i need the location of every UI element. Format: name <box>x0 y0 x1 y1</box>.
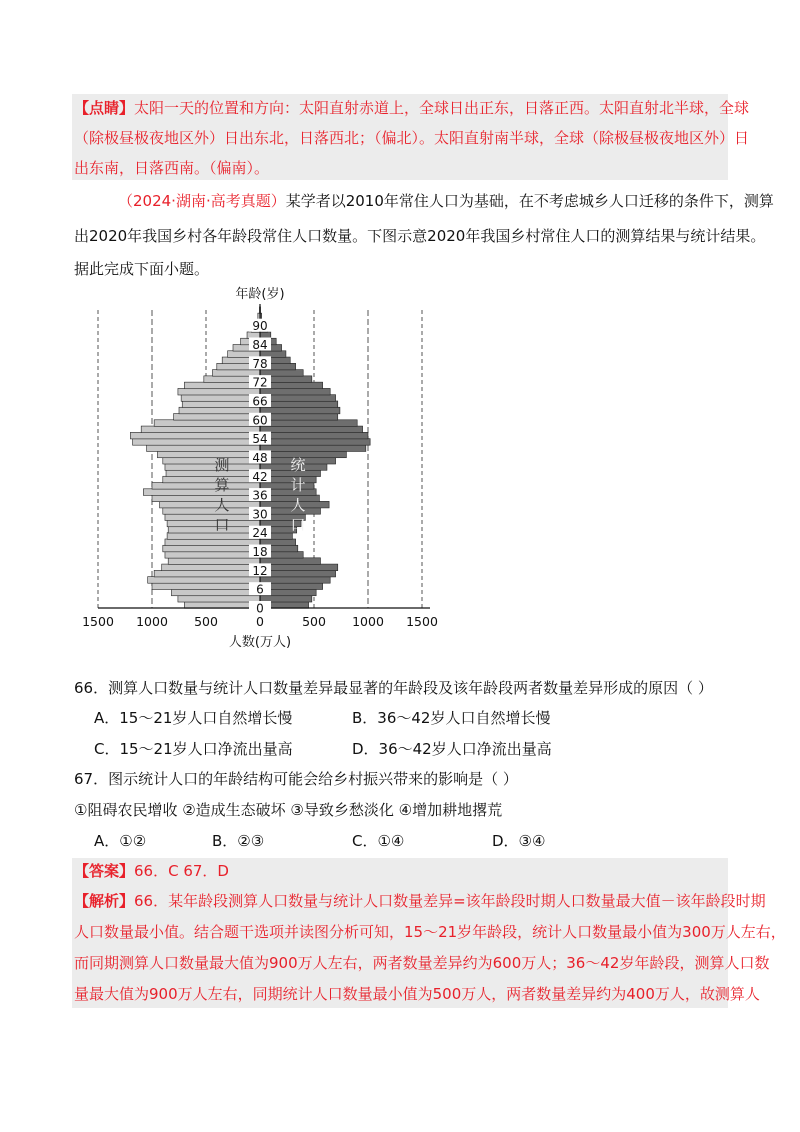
statistical-bar-age-62 <box>260 407 340 414</box>
estimated-bar-age-40 <box>163 476 260 483</box>
count-tick-left-1500: 1500 <box>82 614 114 629</box>
q67-stem: 67．图示统计人口的年龄结构可能会给乡村振兴带来的影响是（ ） <box>74 770 518 788</box>
estimated-bar-age-60 <box>174 414 260 421</box>
statistical-bar-age-56 <box>260 426 363 433</box>
q67-option-a[interactable]: A．①② <box>94 832 147 850</box>
estimated-population-series <box>130 307 260 608</box>
age-axis-label: 年龄(岁) <box>235 287 285 302</box>
estimated-bar-age-8 <box>148 577 260 584</box>
statistical-label-char-1: 计 <box>290 476 306 494</box>
statistical-bar-age-54 <box>260 432 368 439</box>
estimated-bar-age-12 <box>162 564 260 571</box>
estimated-bar-age-6 <box>152 583 260 590</box>
count-tick-left-0: 0 <box>256 614 264 629</box>
estimated-bar-age-50 <box>147 445 260 452</box>
statistical-bar-age-10 <box>260 570 336 577</box>
q66-stem: 66．测算人口数量与统计人口数量差异最显著的年龄段及该年龄段两者数量差异形成的原因（ ） <box>74 679 713 697</box>
estimated-bar-age-46 <box>163 457 260 464</box>
q66-option-d[interactable]: D．36～42岁人口净流出量高 <box>352 740 552 758</box>
answer-line: 【答案】66．C 67．D <box>74 862 229 880</box>
age-tick-label-42: 42 <box>252 469 268 484</box>
statistical-bar-age-64 <box>260 401 338 408</box>
estimated-label-char-3: 口 <box>214 516 230 534</box>
estimated-bar-age-10 <box>154 570 260 577</box>
population-pyramid-chart <box>70 280 450 650</box>
intro-line-3: 据此完成下面小题。 <box>74 260 210 278</box>
age-tick-label-60: 60 <box>252 413 268 428</box>
age-tick-label-84: 84 <box>252 338 268 353</box>
statistical-bar-age-66 <box>260 395 336 402</box>
q67-option-d[interactable]: D．③④ <box>492 832 546 850</box>
statistical-bar-age-50 <box>260 445 366 452</box>
tip-line-3: 出东南，日落西南。（偏南）。 <box>74 159 270 177</box>
q66-option-b[interactable]: B．36～42岁人口自然增长慢 <box>352 709 551 727</box>
estimated-bar-age-16 <box>165 552 260 559</box>
estimated-bar-age-54 <box>130 432 260 439</box>
age-tick-label-36: 36 <box>252 488 268 503</box>
age-tick-label-18: 18 <box>252 545 268 560</box>
estimated-label-char-0: 测 <box>214 456 230 474</box>
estimated-bar-age-4 <box>171 589 260 596</box>
estimated-bar-age-62 <box>179 407 260 414</box>
analysis-tag: 【解析】 <box>74 892 135 910</box>
estimated-bar-age-38 <box>152 483 260 490</box>
age-tick-label-48: 48 <box>252 450 268 465</box>
tip-line-2: （除极昼极夜地区外）日出东北，日落西北；（偏北）。太阳直射南半球，全球（除极昼极夜地区外）日 <box>74 129 750 147</box>
estimated-bar-age-52 <box>133 439 260 446</box>
count-tick-left-1000: 1000 <box>136 614 168 629</box>
q67-option-c[interactable]: C．①④ <box>352 832 405 850</box>
q66-option-c[interactable]: C．15～21岁人口净流出量高 <box>94 740 293 758</box>
estimated-bar-age-66 <box>181 395 260 402</box>
age-tick-label-72: 72 <box>252 375 268 390</box>
count-axis-label: 人数(万人) <box>228 635 292 650</box>
statistical-label-char-3: 口 <box>290 516 306 534</box>
count-tick-labels <box>82 614 438 629</box>
estimated-label-char-1: 算 <box>214 476 230 494</box>
estimated-bar-age-30 <box>163 508 260 515</box>
count-tick-right-500: 500 <box>302 614 326 629</box>
statistical-label-char-0: 统 <box>290 456 306 474</box>
estimated-bar-age-44 <box>165 464 260 471</box>
analysis-line-1: 【解析】66．某年龄段测算人口数量与统计人口数量差异=该年龄段时期人口数量最大值－该年龄段时期 <box>74 892 766 910</box>
estimated-bar-age-28 <box>165 514 260 521</box>
statistical-bar-age-58 <box>260 420 357 427</box>
statistical-bar-age-52 <box>260 439 370 446</box>
estimated-bar-age-58 <box>154 420 260 427</box>
estimated-bar-age-42 <box>166 470 260 477</box>
age-tick-label-30: 30 <box>252 507 268 522</box>
q67-items: ①阻碍农民增收 ②造成生态破坏 ③导致乡愁淡化 ④增加耕地撂荒 <box>74 801 503 819</box>
estimated-label-char-2: 人 <box>214 496 230 514</box>
age-tick-label-0: 0 <box>256 601 264 616</box>
estimated-bar-age-34 <box>152 495 260 502</box>
age-tick-label-66: 66 <box>252 394 268 409</box>
age-tick-label-78: 78 <box>252 356 268 371</box>
estimated-bar-age-68 <box>178 388 260 395</box>
q66-option-a[interactable]: A．15～21岁人口自然增长慢 <box>94 709 293 727</box>
age-tick-label-24: 24 <box>252 526 268 541</box>
age-tick-label-90: 90 <box>252 319 268 334</box>
count-tick-right-1500: 1500 <box>406 614 438 629</box>
estimated-bar-age-2 <box>178 595 260 602</box>
q67-option-b[interactable]: B．②③ <box>212 832 265 850</box>
analysis-line-4: 量最大值为900万人左右，同期统计人口数量最小值为500万人，两者数量差异约为400万人，故测算人 <box>74 985 760 1003</box>
age-tick-label-12: 12 <box>252 563 268 578</box>
estimated-bar-age-32 <box>160 501 260 508</box>
statistical-population-series <box>260 307 370 608</box>
analysis-line-2: 人口数量最小值。结合题干选项并读图分析可知，15～21岁年龄段，统计人口数量最小值为300万人左右， <box>74 923 786 941</box>
tip-tag: 【点睛】 <box>74 99 135 117</box>
statistical-bar-age-60 <box>260 414 338 421</box>
analysis-line-3: 而同期测算人口数量最大值为900万人左右，两者数量差异约为600万人；36～42岁年龄段，测算人口数 <box>74 954 770 972</box>
estimated-bar-age-64 <box>182 401 260 408</box>
intro-line-1: （2024·湖南·高考真题）某学者以2010年常住人口为基础，在不考虑城乡人口迁移的条件下，测算 <box>118 192 774 210</box>
estimated-bar-age-56 <box>141 426 260 433</box>
count-tick-right-1000: 1000 <box>352 614 384 629</box>
tip-line-1: 【点睛】太阳一天的位置和方向：太阳直射赤道上，全球日出正东，日落正西。太阳直射北半球，全球 <box>74 99 750 117</box>
estimated-bar-age-18 <box>163 545 260 552</box>
estimated-bar-age-14 <box>168 558 260 565</box>
estimated-bar-age-36 <box>143 489 260 496</box>
age-tick-label-54: 54 <box>252 432 268 447</box>
statistical-label-char-2: 人 <box>290 496 306 514</box>
estimated-bar-age-0 <box>184 602 260 609</box>
intro-line-2: 出2020年我国乡村各年龄段常住人口数量。下图示意2020年我国乡村常住人口的测算结果与统计结果。 <box>74 227 766 245</box>
estimated-bar-age-20 <box>165 539 260 546</box>
answer-tag: 【答案】 <box>74 862 135 880</box>
estimated-bar-age-48 <box>157 451 260 458</box>
estimated-bar-age-70 <box>184 382 260 389</box>
question-source: （2024·湖南·高考真题） <box>118 192 286 210</box>
statistical-bar-age-12 <box>260 564 338 571</box>
age-tick-label-6: 6 <box>256 582 264 597</box>
count-tick-left-500: 500 <box>194 614 218 629</box>
